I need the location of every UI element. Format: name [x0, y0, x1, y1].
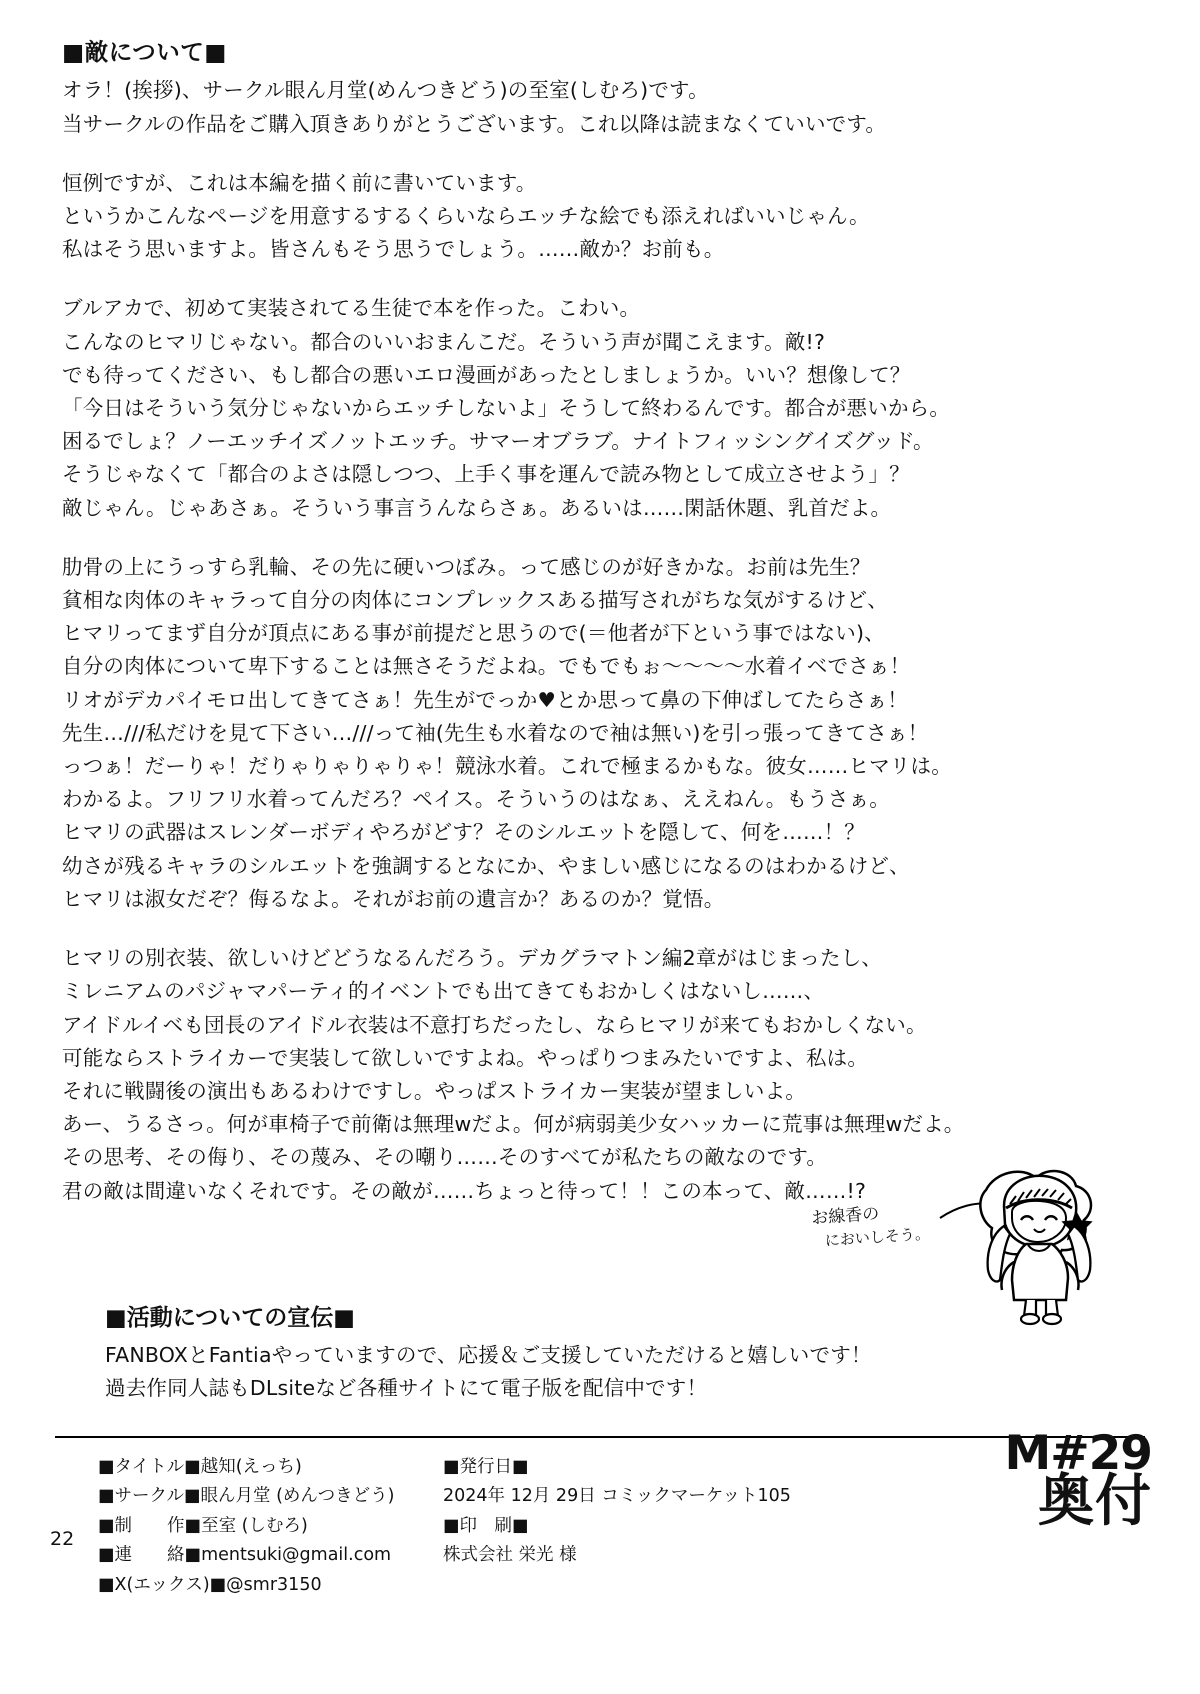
text-line: 君の敵は間違いなくそれです。その敵が……ちょっと待って！！この本って、敵……!? [62, 1178, 867, 1203]
text-line: 私はそう思いますよ。皆さんもそう思うでしょう。……敵か？お前も。 [62, 237, 725, 262]
colophon [98, 1452, 1058, 1600]
text-line: 先生…///私だけを見て下さい…///って袖(先生も水着なので袖は無い)を引っ張ってきてさぁ！ [62, 720, 929, 745]
colophon-row: ■タイトル■越知(えっち) [98, 1456, 302, 1477]
text-line: 当サークルの作品をご購入頂きありがとうございます。これ以降は読まなくていいです。 [62, 111, 887, 136]
text-line: FANBOXとFantiaやっていますので、応援＆ご支援していただけると嬉しいです！ [105, 1342, 872, 1367]
colophon-row: ■制 作■至室 (しむろ) [98, 1515, 308, 1536]
text-line: というかこんなページを用意するするくらいならエッチな絵でも添えればいいじゃん。 [62, 204, 870, 229]
spacer [62, 525, 1072, 551]
text-line: 恒例ですが、これは本編を描く前に書いています。 [62, 170, 537, 195]
afterword-section [62, 34, 1072, 1208]
doodle-caption-line-2: においしそう。 [824, 1224, 931, 1250]
text-line: 貧相な肉体のキャラって自分の肉体にコンプレックスある描写されがちな気がするけど、 [62, 588, 888, 613]
colophon-divider [55, 1436, 1145, 1438]
spacer [62, 916, 1072, 942]
promo-body [105, 1339, 1025, 1405]
colophon-row: ■発行日■ [443, 1456, 529, 1477]
text-line: ミレニアムのパジャマパーティ的イベントでも出てきてもおかしくはないし……、 [62, 979, 825, 1004]
spacer [62, 266, 1072, 292]
text-line: 肋骨の上にうっすら乳輪、その先に硬いつぼみ。って感じのが好きかな。お前は先生？ [62, 554, 871, 579]
colophon-row-x-handle: ■X(エックス)■@smr3150 [98, 1574, 322, 1595]
text-line: 可能ならストライカーで実装して欲しいですよね。やっぱりつまみたいですよ、私は。 [62, 1045, 869, 1070]
text-line: 幼さが残るキャラのシルエットを強調するとなにか、やましい感じになるのはわかるけど、 [62, 853, 910, 878]
page-number: 22 [50, 1528, 75, 1550]
colophon-left-column [98, 1452, 443, 1600]
logo-issue-number: M#29 [1004, 1426, 1152, 1481]
doodle-caption [811, 1197, 949, 1253]
colophon-row-contact: ■連 絡■mentsuki@gmail.com [98, 1545, 392, 1566]
text-line: 困るでしょ？ノーエッチイズノットエッチ。サマーオブラブ。ナイトフィッシングイズグッド。 [62, 429, 934, 454]
afterword-block-1 [62, 74, 1072, 140]
text-line: 「今日はそういう気分じゃないからエッチしないよ」そうして終わるんです。都合が悪いから。 [62, 396, 951, 421]
colophon-row: ■サークル■眼ん月堂 (めんつきどう) [98, 1486, 395, 1507]
text-line: ヒマリの別衣装、欲しいけどどうなるんだろう。デカグラマトン編2章がはじまったし、 [62, 946, 883, 971]
afterword-block-2 [62, 167, 1072, 267]
colophon-row: ■印 刷■ [443, 1515, 529, 1536]
text-line: でも待ってください、もし都合の悪いエロ漫画があったとしましょうか。いい？想像して？ [62, 362, 911, 387]
text-line: ヒマリの武器はスレンダーボディやろがどす？そのシルエットを隠して、何を……！？ [62, 820, 865, 845]
text-line: リオがデカパイモロ出してきてさぁ！先生がでっか♥とか思って鼻の下伸ばしてたらさぁ！ [62, 687, 908, 712]
text-line: 敵じゃん。じゃあさぁ。そういう事言うんならさぁ。あるいは……閑話休題、乳首だよ。 [62, 495, 892, 520]
colophon-row: 2024年 12月 29日 コミックマーケット105 [443, 1486, 791, 1507]
text-line: 過去作同人誌もDLsiteなど各種サイトにて電子版を配信中です！ [105, 1376, 708, 1400]
afterword-heading: ■敵について■ [62, 38, 227, 66]
text-line: ブルアカで、初めて実装されてる生徒で本を作った。こわい。 [62, 296, 641, 321]
text-line: そうじゃなくて「都合のよさは隠しつつ、上手く事を運んで読み物として成立させよう」？ [62, 462, 910, 487]
text-line: っつぁ！だーりゃ！だりゃりゃりゃりゃ！競泳水着。これで極まるかもな。彼女……ヒマリは。 [62, 754, 952, 779]
text-line: ヒマリってまず自分が頂点にある事が前提だと思うので(＝他者が下という事ではない)、 [62, 621, 885, 646]
text-line: アイドルイベも団長のアイドル衣装は不意打ちだったし、ならヒマリが来てもおかしくない。 [62, 1012, 927, 1037]
colophon-logo [1004, 1426, 1152, 1534]
spacer [62, 141, 1072, 167]
doodle-caption-line-1: お線香の [810, 1204, 880, 1229]
text-line: あー、うるさっ。何が車椅子で前衛は無理wだよ。何が病弱美少女ハッカーに荒事は無理wだよ。 [62, 1112, 965, 1137]
text-line: わかるよ。フリフリ水着ってんだろ？ペイス。そういうのはなぁ、ええねん。もうさぁ。 [62, 787, 890, 812]
colophon-right-column [443, 1452, 863, 1600]
text-line: それに戦闘後の演出もあるわけですし。やっぱストライカー実装が望ましいよ。 [62, 1078, 806, 1103]
afterword-block-4 [62, 551, 1072, 916]
promo-heading: ■活動についての宣伝■ [105, 1305, 356, 1331]
logo-okuduke: 奥付 [1038, 1468, 1152, 1534]
text-line: こんなのヒマリじゃない。都合のいいおまんこだ。そういう声が聞こえます。敵!? [62, 329, 826, 354]
text-line: ヒマリは淑女だぞ？侮るなよ。それがお前の遺言か？あるのか？覚悟。 [62, 886, 725, 911]
afterword-block-3 [62, 292, 1072, 524]
promo-section [105, 1300, 1025, 1405]
text-line: 自分の肉体について卑下することは無さそうだよね。でもでもぉ〜〜〜〜水着イベでさぁ！ [62, 654, 911, 679]
text-line: オラ！(挨拶)、サークル眼ん月堂(めんつきどう)の至室(しむろ)です。 [62, 78, 709, 103]
colophon-row: 株式会社 栄光 様 [443, 1545, 577, 1566]
text-line: その思考、その侮り、その蔑み、その嘲り……そのすべてが私たちの敵なのです。 [62, 1145, 828, 1170]
